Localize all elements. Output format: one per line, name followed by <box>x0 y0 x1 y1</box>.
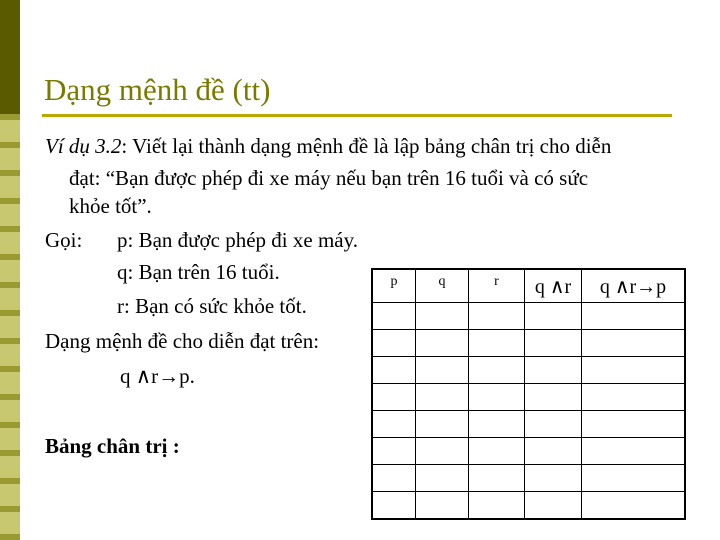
goi-label: Gọi: <box>45 228 83 252</box>
table-cell <box>372 330 416 357</box>
table-cell <box>582 465 686 492</box>
table-cell <box>416 438 469 465</box>
table-cell <box>582 492 686 520</box>
table-row <box>372 330 685 357</box>
example-line-3: khỏe tốt”. <box>69 194 152 218</box>
slide-title: Dạng mệnh đề (tt) <box>44 72 271 107</box>
table-cell <box>416 465 469 492</box>
truth-table <box>371 268 686 520</box>
table-cell <box>416 492 469 520</box>
table-cell <box>525 357 582 384</box>
table-cell <box>372 465 416 492</box>
table-cell <box>416 357 469 384</box>
table-cell <box>416 303 469 330</box>
title-underline <box>42 114 672 117</box>
table-cell <box>469 357 525 384</box>
example-line-1-text: : Viết lại thành dạng mệnh đề là lập bảng chân trị cho diễn <box>121 134 612 158</box>
table-cell <box>582 330 686 357</box>
table-cell <box>416 411 469 438</box>
table-cell <box>525 438 582 465</box>
q-definition: q: Bạn trên 16 tuổi. <box>117 260 280 284</box>
table-cell <box>469 492 525 520</box>
sidebar-dark-block <box>0 0 20 114</box>
table-cell <box>469 465 525 492</box>
table-cell <box>582 384 686 411</box>
header-q-and-r: q ∧r <box>525 269 582 303</box>
table-cell <box>525 411 582 438</box>
example-line-1 <box>45 130 611 162</box>
header-q: q <box>416 269 469 303</box>
r-definition: r: Bạn có sức khỏe tốt. <box>117 294 307 318</box>
table-cell <box>582 438 686 465</box>
table-cell <box>525 465 582 492</box>
table-cell <box>525 492 582 520</box>
header-p: p <box>372 269 416 303</box>
example-label: Ví dụ 3.2 <box>45 134 122 158</box>
table-cell <box>469 438 525 465</box>
table-row <box>372 411 685 438</box>
table-row <box>372 384 685 411</box>
table-cell <box>469 330 525 357</box>
table-cell <box>372 384 416 411</box>
table-row <box>372 492 685 520</box>
example-line-2: đạt: “Bạn được phép đi xe máy nếu bạn trên 16 tuổi và có sức <box>69 166 589 190</box>
table-cell <box>372 303 416 330</box>
truth-table-label: Bảng chân trị : <box>45 434 180 458</box>
table-cell <box>582 357 686 384</box>
table-cell <box>372 438 416 465</box>
table-row <box>372 438 685 465</box>
header-r: r <box>469 269 525 303</box>
table-cell <box>525 330 582 357</box>
table-row <box>372 357 685 384</box>
table-row <box>372 465 685 492</box>
table-cell <box>525 384 582 411</box>
table-cell <box>469 384 525 411</box>
table-cell <box>582 303 686 330</box>
form-label: Dạng mệnh đề cho diễn đạt trên: <box>45 329 320 353</box>
formula: q ∧r→p. <box>120 364 195 388</box>
p-definition: p: Bạn được phép đi xe máy. <box>117 228 358 252</box>
table-cell <box>469 303 525 330</box>
table-cell <box>582 411 686 438</box>
table-cell <box>372 492 416 520</box>
sidebar-squares <box>0 114 20 540</box>
header-implication: q ∧r→p <box>582 269 686 303</box>
table-cell <box>416 330 469 357</box>
table-cell <box>525 303 582 330</box>
table-cell <box>372 357 416 384</box>
truth-table-header-row <box>372 269 685 303</box>
table-cell <box>416 384 469 411</box>
table-cell <box>469 411 525 438</box>
table-row <box>372 303 685 330</box>
table-cell <box>372 411 416 438</box>
goi-line <box>45 224 358 256</box>
